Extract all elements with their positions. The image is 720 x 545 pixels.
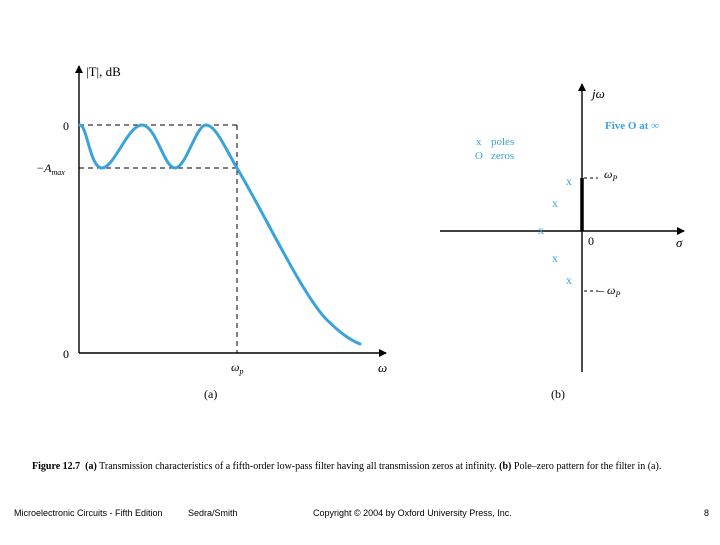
legend-zero-text: zeros: [491, 150, 515, 162]
omega-p-label: $\omega_P$: [604, 167, 618, 183]
tick-zero-bottom: 0: [63, 347, 69, 361]
pole-marker: x: [566, 174, 572, 188]
magnitude-axis-label: |T|, dB: [86, 64, 121, 79]
footer-copyright: Copyright © 2004 by Oxford University Press, Inc.: [313, 508, 512, 518]
pole-marker: x: [566, 273, 572, 287]
passband-edge-label: $\omega_p$: [231, 360, 244, 376]
frequency-axis-label: ω: [378, 360, 388, 375]
caption-part-a-marker: (a): [85, 461, 97, 472]
tick-zero-top: 0: [63, 119, 69, 133]
sigma-axis-label: σ: [676, 235, 683, 250]
legend-pole-symbol: x: [476, 136, 482, 148]
caption-part-b-marker: (b): [499, 461, 512, 472]
neg-omega-p-label: – $\omega_P$: [598, 283, 621, 299]
caption-part-b-text: Pole–zero pattern for the filter in (a).: [513, 461, 662, 472]
legend-zero-symbol: O: [475, 150, 483, 162]
panel-b-label: (b): [551, 387, 565, 401]
footer-authors: Sedra/Smith: [188, 508, 238, 518]
zeros-at-infinity-note: Five O at ∞: [605, 120, 659, 132]
caption-part-a-text: Transmission characteristics of a fifth-order low-pass filter having all transmission zeros at infinity.: [99, 461, 497, 472]
caption-figure-number: Figure 12.7: [32, 461, 81, 472]
legend-pole-text: poles: [491, 136, 515, 148]
origin-label: 0: [588, 234, 594, 248]
figure-caption: [32, 460, 682, 473]
footer-book-title: Microelectronic Circuits - Fifth Edition: [14, 508, 163, 518]
pole-marker: x: [552, 251, 558, 265]
pole-marker: x: [538, 223, 544, 237]
panel-a: [36, 64, 387, 401]
tick-amax: $-A_{max}$: [36, 161, 65, 177]
panel-a-label: (a): [204, 387, 218, 401]
panel-b: [440, 84, 684, 401]
jw-axis-label: jω: [592, 86, 605, 101]
footer-page-number: 8: [704, 508, 710, 518]
magnitude-response-curve: [80, 125, 360, 344]
pole-marker: x: [552, 196, 558, 210]
